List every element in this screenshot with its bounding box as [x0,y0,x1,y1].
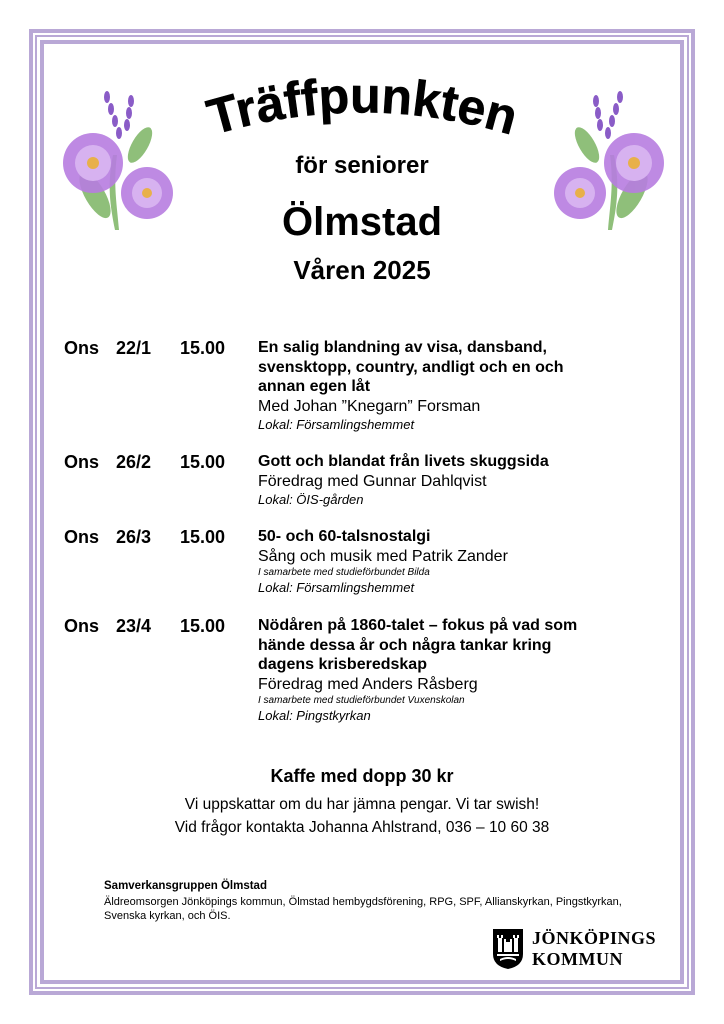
event-date: 26/3 [116,527,152,547]
flower-decoration-left-icon [55,85,185,235]
event-venue: Lokal: ÖIS-gården [258,491,364,507]
event-date: 23/4 [116,616,152,636]
event-speaker: Föredrag med Gunnar Dahlqvist [258,472,487,490]
contact-info: Vid frågor kontakta Johanna Ahlstrand, 036 – 10 60 38 [174,819,550,836]
event-title-line: En salig blandning av visa, dansband, [258,339,547,356]
event-venue: Lokal: Församlingshemmet [258,416,415,432]
logo-line-1: JÖNKÖPINGS [532,928,657,948]
event-title-line: svensktopp, country, andligt och en och [258,358,564,376]
footer-partners: Äldreomsorgen Jönköpings kommun, Ölmstad hembygdsförening, RPG, SPF, Allianskyrkan, Pingstkyrkan, Svenska kyrkan, och ÖIS. [104,896,622,922]
event-title-line: annan egen låt [258,378,371,395]
event-time: 15.00 [180,616,226,636]
event-speaker: Föredrag med Anders Råsberg [258,675,478,693]
event-title-line: 50- och 60-talsnostalgi [258,528,431,545]
event-title-line: hände dessa år och några tankar kring [258,636,552,654]
event-day: Ons [64,452,100,472]
event-title-line: Gott och blandat från livets skuggsida [258,453,549,470]
event-time: 15.00 [180,338,226,358]
event-day: Ons [64,338,100,358]
footer-heading: Samverkansgruppen Ölmstad [104,880,267,892]
event-day: Ons [64,616,100,636]
svg-text:Träffpunkten: Träffpunkten [201,70,524,146]
event-speaker: Sång och musik med Patrik Zander [258,547,508,565]
logo-line-2: KOMMUN [532,949,623,969]
flower-decoration-right-icon [542,85,672,235]
event-collaboration: I samarbete med studieförbundet Bilda [258,566,430,578]
event-venue: Lokal: Församlingshemmet [258,579,415,595]
event-date: 26/2 [116,452,152,472]
place-name: Ölmstad [281,200,443,244]
payment-info: Vi uppskattar om du har jämna pengar. Vi tar swish! [184,796,540,813]
event-time: 15.00 [180,452,226,472]
castle-crest-icon [492,928,524,970]
municipality-logo-text [532,928,656,970]
event-day: Ons [64,527,100,547]
poster-title [160,70,565,165]
event-collaboration: I samarbete med studieförbundet Vuxenskolan [258,694,465,706]
event-title-line: Nödåren på 1860-talet – fokus på vad som [258,617,578,634]
event-time: 15.00 [180,527,226,547]
subtitle: för seniorer [295,152,429,179]
event-venue: Lokal: Pingstkyrkan [258,707,371,723]
season: Våren 2025 [293,255,431,285]
event-title-line: dagens krisberedskap [258,656,427,673]
event-date: 22/1 [116,338,152,358]
event-speaker: Med Johan ”Knegarn” Forsman [258,397,481,415]
coffee-price: Kaffe med dopp 30 kr [270,766,454,786]
